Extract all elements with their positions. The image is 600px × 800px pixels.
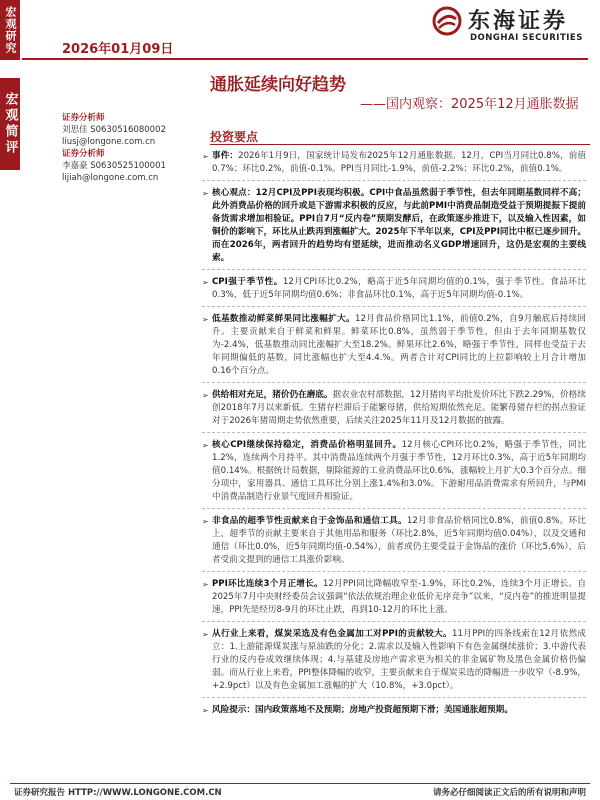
footer-website[interactable]: 证券研究报告 HTTP://WWW.LONGONE.COM.CN <box>14 788 222 798</box>
highlight-lead: 非食品的超季节性贡献来自于金饰品和通信工具。 <box>212 516 407 526</box>
highlight-text: 12月PPI同比降幅收窄至-1.9%，环比0.2%，连续3个月正增长。自2025年7月中央财经委员会议强调“依法依规治理企业低价无序竞争”以来，“反内卷”的推进明显提速，PPI先是经历8-9月的环比止跌，再到10-12月的环比上涨。 <box>212 579 586 615</box>
logo-english-name: DONGHAI SECURITIES <box>470 33 583 43</box>
donghai-logo-icon <box>432 6 462 36</box>
highlight-lead: 事件： <box>212 151 239 161</box>
analyst-entry <box>62 112 202 148</box>
sidebar-report-type: 宏观简评 <box>0 78 20 170</box>
item-divider <box>202 269 586 270</box>
highlight-item <box>202 313 586 378</box>
highlight-lead: 供给相对充足，猪价仍在磨底。 <box>212 390 333 400</box>
arrow-bullet-icon: ➢ <box>202 441 209 450</box>
highlight-lead: 从行业上来看，煤炭采选及有色金属加工对PPI的贡献较大。 <box>212 629 453 639</box>
highlight-text: 据农业农村部数据，12月猪肉平均批发价环比下跌2.29%，价格续创2018年7月以来新低。生猪存栏滞后于能繁母猪，供给短期依然充足。能繁母猪存栏的拐点验证对于2026年猪周期走势依然重要，后续关注2025年11月及12月数据的披露。 <box>212 390 586 426</box>
report-subtitle: ——国内观察：2025年12月通胀数据 <box>360 97 579 112</box>
item-divider <box>202 571 586 572</box>
item-divider <box>202 180 586 181</box>
footer-divider <box>10 783 590 784</box>
highlight-lead: CPI强于季节性。 <box>212 277 283 287</box>
arrow-bullet-icon: ➢ <box>202 278 209 287</box>
item-divider <box>202 621 586 622</box>
highlight-item <box>202 439 586 504</box>
header-divider <box>22 58 588 60</box>
item-divider <box>202 432 586 433</box>
analyst-entry <box>62 148 202 184</box>
highlight-lead: 核心观点：12月CPI及PPI表现均积极。CPI中食品虽然弱于季节性，但去年同期基数同样不高；此外消费品价格的回升或是下游需求积极的反应，与此前PMI中消费品制造受益于预期提振下提前备货需求增加相验证。PPI自7月“反内卷”预期发酵后，在政策逐步推进下，以及输入性因素，如铜价的影响下，环比从止跌再到涨幅扩大。2025年下半年以来，CPI及PPI同比中枢已逐步回升。而在2026年，两者回升的趋势均有望延续，进而推动名义GDP增速回升，这仍是宏观的主要线索。 <box>212 188 586 263</box>
arrow-bullet-icon: ➢ <box>202 391 209 400</box>
item-divider <box>202 508 586 509</box>
highlight-item <box>202 276 586 302</box>
report-date: 2026年01月09日 <box>62 42 174 57</box>
analyst-list <box>62 112 202 184</box>
sidebar-category: 宏观研究 <box>0 0 20 60</box>
highlight-item <box>202 704 586 717</box>
item-divider <box>202 306 586 307</box>
highlight-text: 11月PPI的四条线索在12月依然成立：1.上游能源煤炭涨与原油跌的分化；2.需求以及输入性影响下有色金属继续涨价；3.中游代表行业的反内卷成效继续体现；4.与基建及房地产需求更为相关的非金属矿物及黑色金属价格仍偏弱。而从行业上来看，PPI整体降幅的收窄，主要贡献来自于煤炭采选的降幅进一步收窄（-8.9%，+2.9pct）以及有色金属加工涨幅的扩大（10.8%，+3.0pct）。 <box>212 629 586 691</box>
arrow-bullet-icon: ➢ <box>202 315 209 324</box>
arrow-bullet-icon: ➢ <box>202 706 209 715</box>
analyst-name: 李嘉豪 S0630525100001 <box>62 161 166 171</box>
highlights-heading: 投资要点 <box>210 130 259 144</box>
company-logo <box>432 4 592 48</box>
highlight-item <box>202 578 586 617</box>
item-divider <box>202 382 586 383</box>
highlight-text: 12月核心CPI环比0.2%，略强于季节性，同比1.2%，连续两个月持平。其中消费品连续两个月强于季节性，12月环比0.3%，高于近5年同期均值0.14%。根据统计局数据，剔除能源的工业消费品环比0.6%，涨幅较上月扩大0.3个百分点。细分项中，家用器具、通信工具环比分别上涨1.4%和3.0%。下游耐用品消费需求有所回升，与PMI中消费品制造行业景气度回升相验证。 <box>212 440 586 502</box>
highlight-item <box>202 389 586 428</box>
item-divider <box>202 697 586 698</box>
analyst-label: 证券分析师 <box>62 149 105 159</box>
analyst-email[interactable]: lijiah@longone.com.cn <box>62 173 159 183</box>
highlight-item <box>202 628 586 693</box>
analyst-label: 证券分析师 <box>62 113 105 123</box>
highlight-text: 2026年1月9日，国家统计局发布2025年12月通胀数据。12月，CPI当月同比0.8%，前值0.7%；环比0.2%，前值-0.1%。PPI当月同比-1.9%，前值-2.2%；环比0.2%，前值0.1%。 <box>212 151 586 174</box>
highlight-lead: 风险提示：国内政策落地不及预期；房地产投资超预期下滑；美国通胀超预期。 <box>212 705 513 715</box>
analyst-name: 刘思佳 S0630516080002 <box>62 125 166 135</box>
highlight-item <box>202 187 586 265</box>
highlights-list <box>202 150 586 721</box>
highlight-item <box>202 515 586 567</box>
highlight-lead: PPI环比连续3个月正增长。 <box>212 579 323 589</box>
report-title: 通胀延续向好趋势 <box>210 75 346 95</box>
analyst-email[interactable]: liusj@longone.com.cn <box>62 137 156 147</box>
arrow-bullet-icon: ➢ <box>202 517 209 526</box>
highlight-lead: 低基数推动鲜菜鲜果同比涨幅扩大。 <box>212 314 356 324</box>
highlight-lead: 核心CPI继续保持稳定，消费品价格明显回升。 <box>212 440 402 450</box>
logo-chinese-name: 东海证券 <box>468 9 569 34</box>
highlight-text: 12月CPI环比0.2%，略高于近5年同期均值的0.1%，强于季节性。食品环比0.3%，低于近5年同期均值0.6%；非食品环比0.1%，高于近5年同期均值-0.1%。 <box>212 277 586 300</box>
highlights-divider <box>210 144 590 145</box>
highlight-text: 12月食品价格同比1.1%，前值0.2%，自9月触底后持续回升。主要贡献来自于鲜菜和鲜果。鲜菜环比0.8%，虽然弱于季节性，但由于去年同期基数仅为-2.4%，低基数推动同比涨幅扩大至18.2%。鲜果环比2.6%，略强于季节性，同样也受益于去年同期偏低的基数，同比涨幅也扩大至4.4.%。两者合计对CPI同比的上拉影响较上月合计增加0.16个百分点。 <box>212 314 586 376</box>
footer-disclaimer: 请务必仔细阅读正文后的所有说明和声明 <box>432 788 586 798</box>
arrow-bullet-icon: ➢ <box>202 152 209 161</box>
highlight-item <box>202 150 586 176</box>
highlight-text: 12月非食品价格同比0.8%，前值0.8%。环比上，超季节的贡献主要来自于其他用品和服务（环比2.8%，近5年同期均值0.04%），以及交通和通信（环比0.0%，近5年同期均值-0.54%），前者或仍主要受益于金饰品的涨价（环比5.6%），后者受前文提到的通信工具涨价影响。 <box>212 516 586 565</box>
arrow-bullet-icon: ➢ <box>202 189 209 198</box>
arrow-bullet-icon: ➢ <box>202 580 209 589</box>
arrow-bullet-icon: ➢ <box>202 630 209 639</box>
